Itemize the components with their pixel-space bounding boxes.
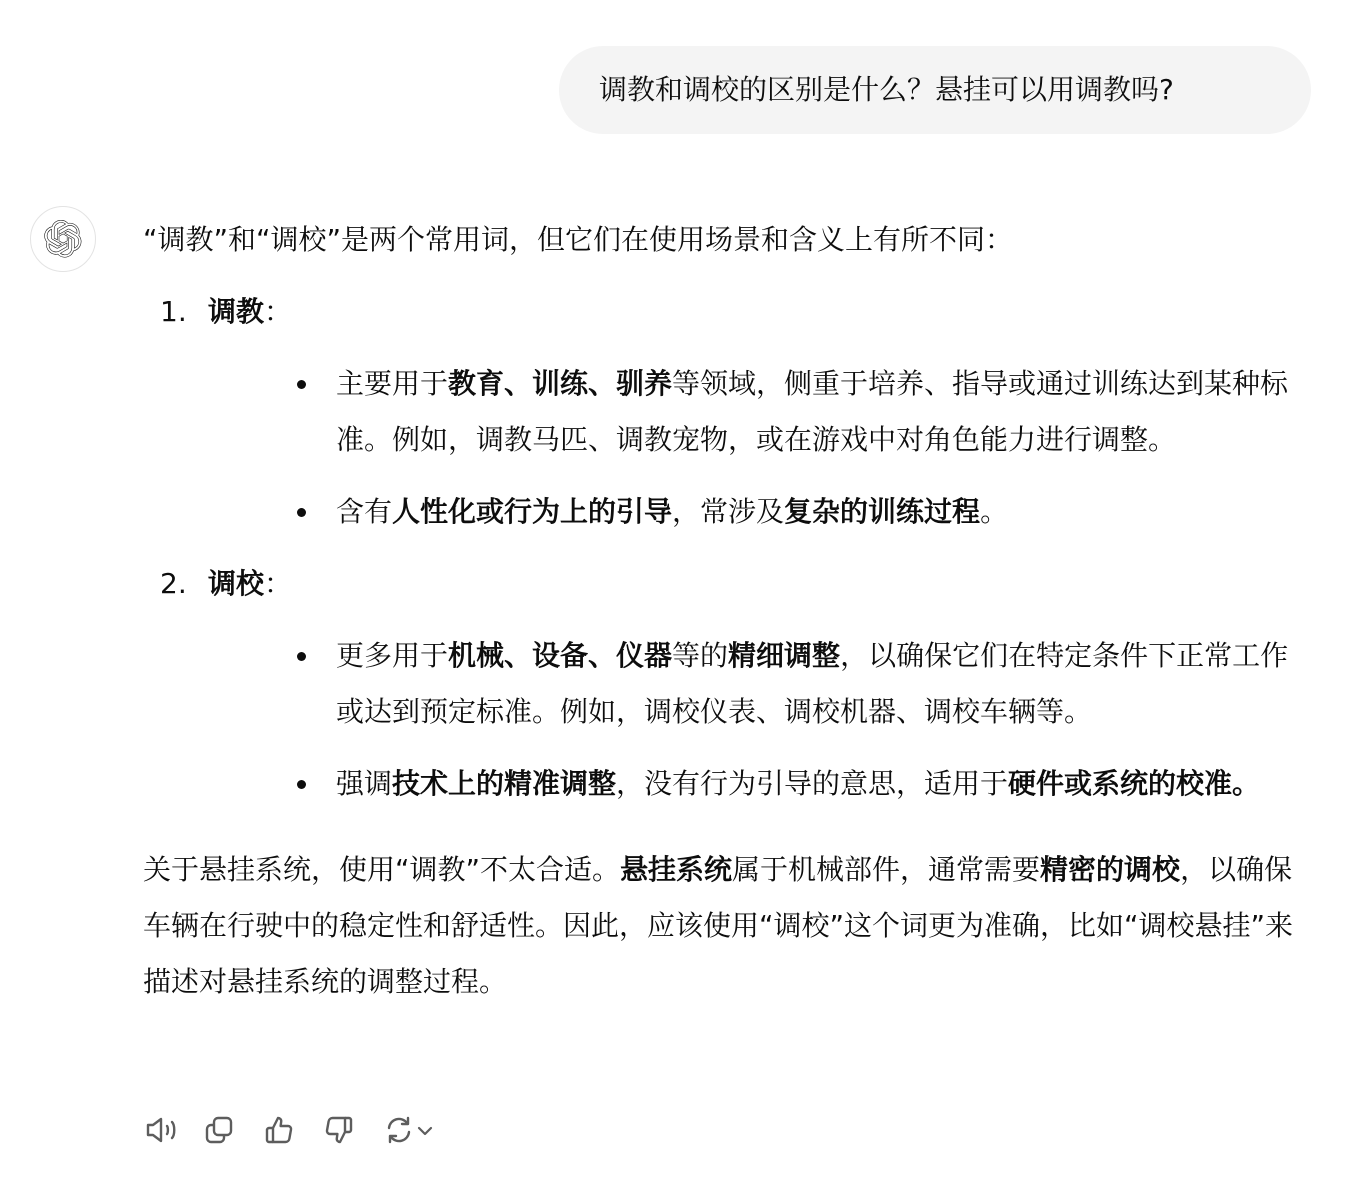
- openai-logo-icon: [44, 220, 82, 258]
- refresh-icon: [383, 1114, 415, 1146]
- definition-item-1: 1. 调教： 主要用于教育、训练、驯养等领域，侧重于培养、指导或通过训练达到某种标准。例如，调教马匹、调教宠物，或在游戏中对角色能力进行调整。 含有人性化或行为上的引导，常涉及复杂的训练过程。: [143, 284, 1308, 540]
- assistant-message: [143, 212, 1308, 1010]
- bullet-list: [208, 628, 1308, 812]
- list-number: 2.: [160, 567, 187, 600]
- chevron-down-icon: [415, 1120, 435, 1140]
- list-number: 1.: [160, 295, 187, 328]
- bullet-list: [208, 356, 1308, 540]
- thumbs-up-icon: [263, 1114, 295, 1146]
- user-message-text: 调教和调校的区别是什么？悬挂可以用调教吗?: [599, 73, 1174, 106]
- answer-conclusion: 关于悬挂系统，使用“调教”不太合适。悬挂系统属于机械部件，通常需要精密的调校，以确保车辆在行驶中的稳定性和舒适性。因此，应该使用“调校”这个词更为准确，比如“调校悬挂”来描述对悬挂系统的调整过程。: [143, 853, 1294, 998]
- definition-item-2: 2. 调校： 更多用于机械、设备、仪器等的精细调整，以确保它们在特定条件下正常工作或达到预定标准。例如，调校仪表、调校机器、调校车辆等。 强调技术上的精准调整，没有行为引导的意思，适用于硬件或系统的校准。: [143, 556, 1308, 812]
- copy-icon: [203, 1114, 235, 1146]
- user-message-bubble: [559, 46, 1311, 134]
- good-response-button[interactable]: [263, 1110, 323, 1150]
- bullet-item: 含有人性化或行为上的引导，常涉及复杂的训练过程。: [273, 484, 1308, 540]
- bad-response-button[interactable]: [323, 1110, 383, 1150]
- term-title: 调校: [208, 567, 265, 600]
- speaker-icon: [143, 1114, 179, 1146]
- thumbs-down-icon: [323, 1114, 355, 1146]
- definition-list: [143, 284, 1308, 812]
- message-actions: [143, 1110, 453, 1150]
- answer-intro: “调教”和“调校”是两个常用词，但它们在使用场景和含义上有所不同：: [143, 223, 1014, 256]
- copy-button[interactable]: [203, 1110, 263, 1150]
- bullet-item: 更多用于机械、设备、仪器等的精细调整，以确保它们在特定条件下正常工作或达到预定标准。例如，调校仪表、调校机器、调校车辆等。: [273, 628, 1308, 740]
- bullet-item: 强调技术上的精准调整，没有行为引导的意思，适用于硬件或系统的校准。: [273, 756, 1308, 812]
- read-aloud-button[interactable]: [143, 1110, 203, 1150]
- bullet-item: 主要用于教育、训练、驯养等领域，侧重于培养、指导或通过训练达到某种标准。例如，调教马匹、调教宠物，或在游戏中对角色能力进行调整。: [273, 356, 1308, 468]
- term-title: 调教: [208, 295, 265, 328]
- assistant-avatar: [30, 206, 96, 272]
- regenerate-button[interactable]: [383, 1110, 453, 1150]
